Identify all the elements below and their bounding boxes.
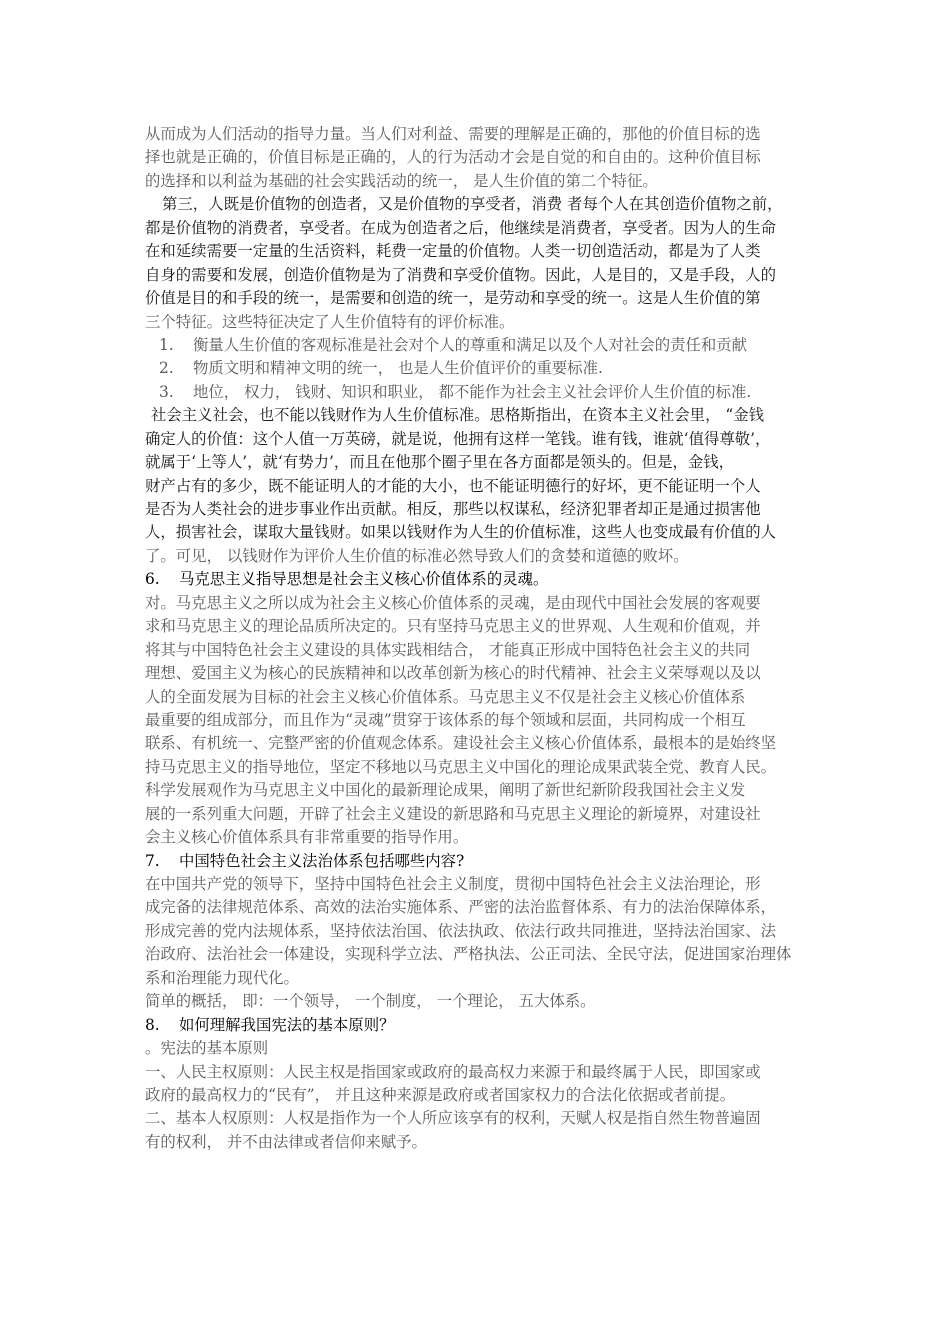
paragraph-line: 在中国共产党的领导下，坚持中国特色社会主义制度，贯彻中国特色社会主义法治理论，形	[145, 875, 761, 893]
paragraph-line: 价值是目的和手段的统一，是需要和创造的统一，是劳动和享受的统一。这是人生价值的第	[145, 289, 761, 308]
paragraph-line: 择也就是正确的，价值目标是正确的，人的行为活动才会是自觉的和自由的。这种价值目标	[145, 148, 761, 167]
paragraph-line: 自身的需要和发展，创造价值物是为了消费和享受价值物。因此，人是目的，又是手段，人的	[145, 265, 777, 284]
paragraph-line: 形成完善的党内法规体系，坚持依法治国、依法执政、依法行政共同推进，坚持法治国家、法	[145, 921, 777, 940]
paragraph-line: 最重要的组成部分，而且作为“灵魂”贯穿于该体系的每个领域和层面，共同构成一个相互	[145, 710, 746, 729]
paragraph-line: 就属于‘上等人’，就‘有势力’，而且在他那个圈子里在各方面都是领头的。但是，金钱，	[145, 453, 735, 472]
paragraph-line: 从而成为人们活动的指导力量。当人们对利益、需要的理解是正确的，那他的价值目标的选	[145, 125, 761, 143]
list-item	[145, 381, 825, 404]
paragraph-line: 人的全面发展为目标的社会主义核心价值体系。马克思主义不仅是社会主义核心价值体系	[145, 687, 746, 706]
list-number: 1.	[159, 335, 174, 354]
list-number: 3.	[159, 382, 174, 401]
paragraph-line: 治政府、法治社会一体建设，实现科学立法、严格执法、公正司法、全民守法，促进国家治理体	[145, 945, 792, 964]
paragraph-line: 了。可见， 以钱财作为评价人生价值的标准必然导致人们的贪婪和道德的败坏。	[145, 546, 689, 565]
paragraph-line: 会主义核心价值体系具有非常重要的指导作用。	[145, 828, 469, 847]
paragraph-line: 持马克思主义的指导地位，坚定不移地以马克思主义中国化的理论成果武装全党、教育人民。	[145, 757, 777, 776]
question-heading	[145, 1014, 825, 1037]
paragraph-line: 二、基本人权原则：人权是指作为一个人所应该享有的权利，天赋人权是指自然生物普遍固	[145, 1109, 761, 1128]
document-body	[145, 123, 825, 1154]
paragraph-line: 展的一系列重大问题，开辟了社会主义建设的新思路和马克思主义理论的新境界，对建设社	[145, 804, 761, 823]
question-heading	[145, 568, 825, 591]
paragraph-line: 。宪法的基本原则	[145, 1039, 269, 1058]
paragraph-line: 都是价值物的消费者，享受者。在成为创造者之后，他继续是消费者，享受者。因为人的生命	[145, 218, 777, 237]
question-number: 8.	[145, 1015, 160, 1034]
question-text: 马克思主义指导思想是社会主义核心价值体系的灵魂。	[179, 570, 549, 589]
list-number: 2.	[159, 359, 174, 378]
list-text: 衡量人生价值的客观标准是社会对个人的尊重和满足以及个人对社会的责任和贡献	[193, 335, 748, 354]
paragraph-line: 将其与中国特色社会主义建设的具体实践相结合， 才能真正形成中国特色社会主义的共同	[145, 640, 751, 659]
paragraph-line: 求和马克思主义的理论品质所决定的。只有坚持马克思主义的世界观、人生观和价值观，并	[145, 617, 761, 636]
paragraph-line: 确定人的价值：这个人值一万英磅，就是说，他拥有这样一笔钱。谁有钱，谁就‘值得尊敬’，	[145, 429, 771, 448]
paragraph-line: 理想、爱国主义为核心的民族精神和以改革创新为核心的时代精神、社会主义荣辱观以及以	[145, 664, 761, 683]
paragraph-line: 系和治理能力现代化。	[145, 968, 299, 987]
paragraph-line: 一、人民主权原则：人民主权是指国家或政府的最高权力来源于和最终属于人民，即国家或	[145, 1062, 761, 1081]
paragraph-line: 科学发展观作为马克思主义中国化的最新理论成果，阐明了新世纪新阶段我国社会主义发	[145, 781, 746, 800]
list-text: 地位， 权力， 钱财、知识和职业， 都不能作为社会主义社会评价人生价值的标准.	[193, 382, 752, 401]
list-item	[145, 357, 825, 380]
question-number: 7.	[145, 851, 160, 870]
paragraph-line: 财产占有的多少，既不能证明人的才能的大小，也不能证明德行的好坏，更不能证明一个人	[145, 476, 761, 495]
paragraph-line: 对。马克思主义之所以成为社会主义核心价值体系的灵魂，是由现代中国社会发展的客观要	[145, 593, 761, 612]
paragraph-line: 在和延续需要一定量的生活资料，耗费一定量的价值物。人类一切创造活动，都是为了人类	[145, 242, 761, 261]
list-item	[145, 334, 825, 357]
paragraph-line: 社会主义社会，也不能以钱财作为人生价值标准。思格斯指出，在资本主义社会里， “金钱	[151, 406, 764, 425]
paragraph-line: 简单的概括， 即：一个领导， 一个制度， 一个理论， 五大体系。	[145, 992, 596, 1011]
question-text: 中国特色社会主义法治体系包括哪些内容?	[179, 851, 465, 870]
paragraph-line: 联系、有机统一、完整严密的价值观念体系。建设社会主义核心价值体系，最根本的是始终坚	[145, 734, 777, 753]
paragraph-line: 是否为人类社会的进步事业作出贡献。相反，那些以权谋私，经济犯罪者却正是通过损害他	[145, 500, 761, 518]
paragraph-line: 有的权利， 并不由法律或者信仰来赋予。	[145, 1132, 427, 1151]
paragraph-line: 人，损害社会，谋取大量钱财。如果以钱财作为人生的价值标准，这些人也变成最有价值的人	[145, 523, 777, 542]
paragraph-line: 三个特征。这些特征决定了人生价值特有的评价标准。	[145, 312, 515, 331]
paragraph-line: 成完备的法律规范体系、高效的法治实施体系、严密的法治监督体系、有力的法治保障体系，	[145, 898, 777, 917]
paragraph-line: 政府的最高权力的“民有”， 并且这种来源是政府或者国家权力的合法化依据或者前提。	[145, 1085, 736, 1104]
question-heading	[145, 850, 825, 873]
paragraph-line: 的选择和以利益为基础的社会实践活动的统一， 是人生价值的第二个特征。	[145, 171, 658, 190]
question-text: 如何理解我国宪法的基本原则？	[179, 1015, 395, 1034]
paragraph-line: 第三，人既是价值物的创造者，又是价值物的享受者，消费 者每个人在其创造价值物之前，	[162, 195, 783, 214]
list-text: 物质文明和精神文明的统一， 也是人生价值评价的重要标准.	[193, 359, 603, 378]
question-number: 6.	[145, 570, 160, 589]
